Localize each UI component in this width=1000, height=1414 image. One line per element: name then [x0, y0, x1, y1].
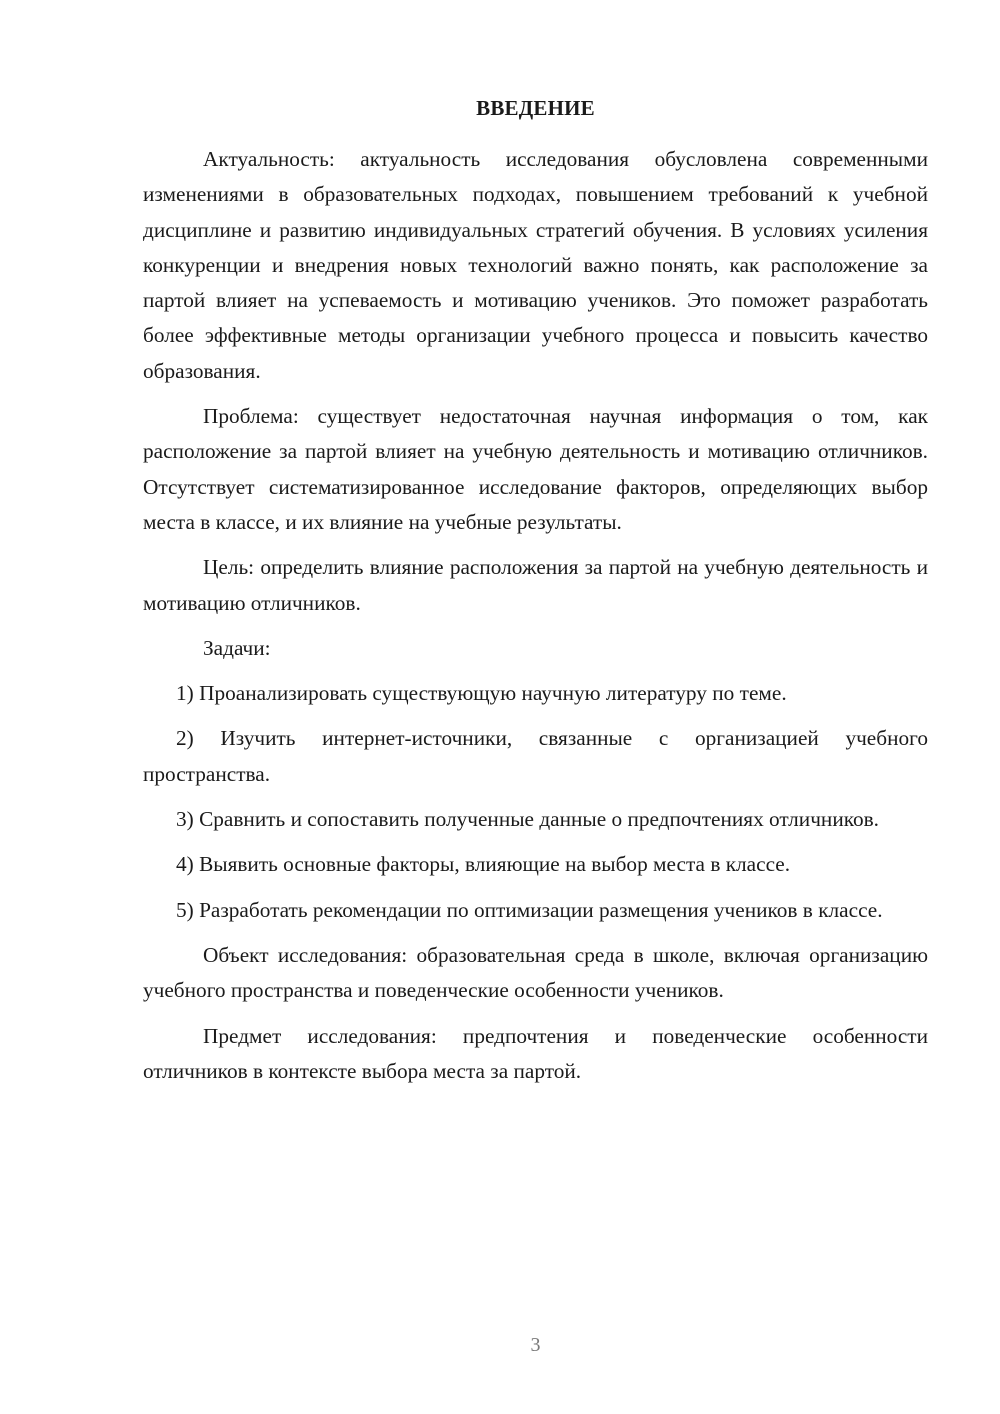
task-item-1: 1) Проанализировать существующую научную литературу по теме. [176, 681, 787, 706]
task-item-4: 4) Выявить основные факторы, влияющие на выбор места в классе. [176, 852, 791, 877]
subject-paragraph: Предмет исследования: предпочтения и поведенческие особенности отличников в контексте выбора места за партой. [143, 1023, 928, 1083]
page-number: 3 [530, 1334, 541, 1356]
tasks-heading: Задачи: [203, 635, 271, 660]
relevance-paragraph: Актуальность: актуальность исследования обусловлена современными изменениями в образовательных подходах, повышением требований к учебной дисциплине и развитию индивидуальных стратегий обучения. В условиях усиления конкуренции и внедрения новых технологий важно понять, как расположение за партой влияет на успеваемость и мотивацию учеников. Это поможет разработать более эффективные методы организации учебного процесса и повысить качество образования. [143, 147, 928, 383]
goal-paragraph: Цель: определить влияние расположения за партой на учебную деятельность и мотивацию отличников. [143, 555, 928, 615]
task-item-5: 5) Разработать рекомендации по оптимизации размещения учеников в классе. [176, 897, 883, 922]
task-item-3: 3) Сравнить и сопоставить полученные данные о предпочтениях отличников. [176, 807, 880, 832]
task-item-2: 2) Изучить интернет-источники, связанные с организацией учебного пространства. [143, 726, 928, 786]
section-title: ВВЕДЕНИЕ [476, 96, 595, 120]
problem-paragraph: Проблема: существует недостаточная научная информация о том, как расположение за партой влияет на учебную деятельность и мотивацию отличников. Отсутствует систематизированное исследование факторов, определяющих выбор места в классе, и их влияние на учебные результаты. [143, 404, 928, 534]
document-page [143, 0, 928, 1414]
document-body [143, 142, 928, 1089]
object-paragraph: Объект исследования: образовательная среда в школе, включая организацию учебного пространства и поведенческие особенности учеников. [143, 942, 928, 1003]
